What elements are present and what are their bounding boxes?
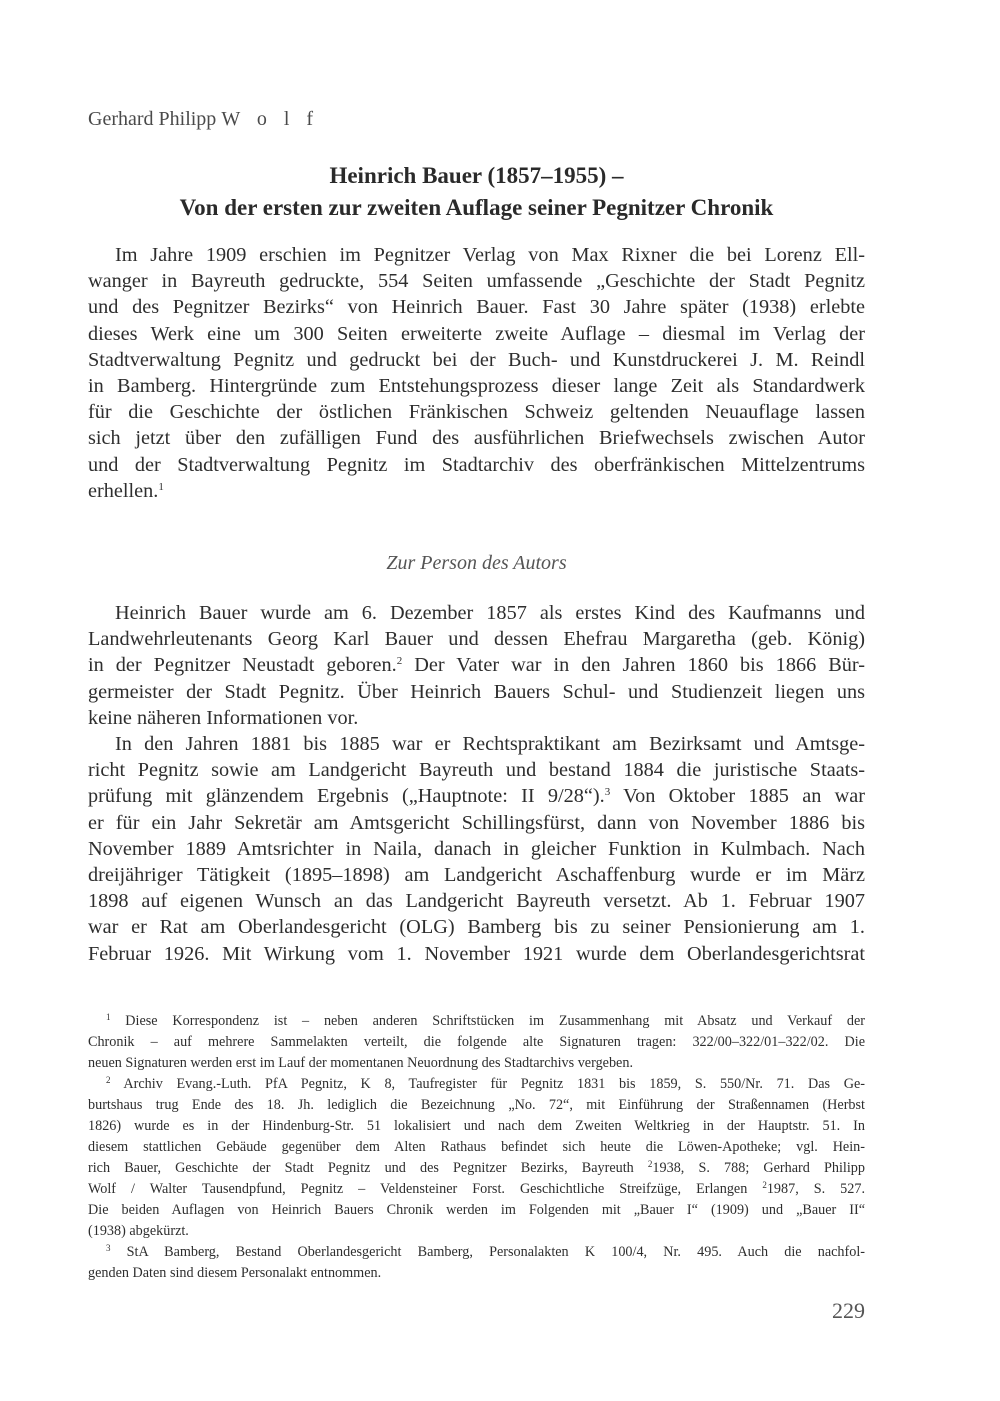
footnote-line: 1826) wurde es in der Hindenburg-Str. 51 lokalisiert und nach dem Zweiten Weltkrieg in der Hauptstr. 51. In <box>88 1118 865 1134</box>
footnote-ref-3[interactable]: 3 <box>604 786 611 799</box>
footnote-line: genden Daten sind diesem Personalakt entnommen. <box>88 1265 382 1281</box>
article-title <box>88 160 865 224</box>
body-line: Landwehrleutenants Georg Karl Bauer und dessen Ehefrau Margaretha (geb. König) <box>88 628 865 651</box>
author-last-name: W o l f <box>221 108 320 130</box>
body-line: in der Pegnitzer Neustadt geboren.$^2$ Der Vater war in den Jahren 1860 bis 1866 Bür- <box>88 654 866 677</box>
footnote-line: diesem stattlichen Gebäude gegenüber dem Alten Rathaus befindet sich heute die Löwen-Apotheke; vgl. Hein- <box>88 1139 865 1155</box>
page-number: 229 <box>832 1298 865 1323</box>
footnote-3: $^3$ StA Bamberg, Bestand Oberlandesgericht Bamberg, Personalakten K 100/4, Nr. 495. Auch die nachfol- <box>106 1243 866 1260</box>
footnote-ref-1[interactable]: 1 <box>158 480 164 493</box>
footnote-1: $^1$ Diese Korrespondenz ist – neben anderen Schriftstücken im Zusammenhang mit Absatz und Verkauf der <box>106 1012 865 1029</box>
body-text <box>88 600 865 967</box>
title-line-2: Von der ersten zur zweiten Auflage seiner Pegnitzer Chronik <box>179 195 774 220</box>
intro-line: in Bamberg. Hintergründe zum Entstehungsprozess dieser lange Zeit als Standardwerk <box>88 375 865 398</box>
footnote-line: rich Bauer, Geschichte der Stadt Pegnitz und des Pegnitzer Bezirks, Bayreuth $^2$1938, S. 788; Gerhard Philipp <box>88 1159 865 1176</box>
body-line: Februar 1926. Mit Wirkung vom 1. November 1921 wurde dem Oberlandesgerichtsrat <box>88 942 865 965</box>
intro-line: dieses Werk eine um 300 Seiten erweiterte zweite Auflage – diesmal im Verlag der <box>88 322 865 345</box>
body-line: 1898 auf eigenen Wunsch an das Landgericht Bayreuth versetzt. Ab 1. Februar 1907 <box>88 890 865 913</box>
footnote-mark: 1 <box>106 1012 111 1022</box>
intro-line: und der Stadtverwaltung Pegnitz im Stadtarchiv des oberfränkischen Mittelzentrums <box>88 453 865 476</box>
footnote-line: Die beiden Auflagen von Heinrich Bauers Chronik werden im Folgenden mit „Bauer I“ (1909) und „Bauer II“ <box>88 1202 865 1218</box>
body-line: germeister der Stadt Pegnitz. Über Heinrich Bauers Schul- und Studienzeit liegen uns <box>88 680 865 703</box>
footnote-ref-2[interactable]: 2 <box>396 655 403 668</box>
body-line: keine näheren Informationen vor. <box>88 706 359 729</box>
footnote-mark: 2 <box>106 1075 111 1085</box>
footnote-line: neuen Signaturen werden erst im Lauf der momentanen Neuordnung des Stadtarchivs vergeben. <box>88 1055 633 1071</box>
body-line: war er Rat am Oberlandesgericht (OLG) Bamberg bis zu seiner Pensionierung am 1. <box>88 916 865 939</box>
body-line: dreijähriger Tätigkeit (1895–1898) am Landgericht Aschaffenburg wurde er im März <box>88 864 865 887</box>
intro-last-line: erhellen.$^1$ <box>88 479 164 502</box>
body-line: prüfung mit glänzendem Ergebnis („Hauptnote: II 9/28“).$^3$ Von Oktober 1885 an war <box>88 785 865 808</box>
document-page <box>88 0 865 1401</box>
footnote-2: $^2$ Archiv Evang.-Luth. PfA Pegnitz, K 8, Taufregister für Pegnitz 1831 bis 1859, S. 550/Nr. 71. Das Ge- <box>106 1075 866 1092</box>
footnote-line: Wolf / Walter Tausendpfund, Pegnitz – Veldensteiner Forst. Geschichtliche Streifzüge, Erlangen $^2$1987, S. 527. <box>88 1180 865 1197</box>
author-first-name: Gerhard Philipp <box>88 108 222 130</box>
footnotes <box>88 1011 865 1284</box>
body-line: richt Pegnitz sowie am Landgericht Bayreuth und bestand 1884 die juristische Staats- <box>88 759 865 782</box>
intro-line: Stadtverwaltung Pegnitz und gedruckt bei der Buch- und Kunstdruckerei J. M. Reindl <box>88 348 865 371</box>
author-line <box>88 108 319 131</box>
body-line: Heinrich Bauer wurde am 6. Dezember 1857 als erstes Kind des Kaufmanns und <box>115 602 865 624</box>
footnote-line: (1938) abgekürzt. <box>88 1223 189 1239</box>
intro-line: für die Geschichte der östlichen Fränkischen Schweiz geltenden Neuauflage lassen <box>88 401 865 424</box>
footnote-mark: 3 <box>106 1243 111 1253</box>
intro-line: wanger in Bayreuth gedruckte, 554 Seiten umfassende „Geschichte der Stadt Pegnitz <box>88 270 865 293</box>
footnote-line: Chronik – auf mehrere Sammelakten verteilt, die folgende alte Signaturen tragen: 322/00–322/01–322/02. Die <box>88 1034 865 1050</box>
body-line: er für ein Jahr Sekretär am Amtsgericht Schillingsfürst, dann von November 1886 bis <box>88 811 865 834</box>
intro-paragraph <box>88 242 865 504</box>
title-line-1: Heinrich Bauer (1857–1955) – <box>329 163 624 188</box>
body-line: November 1889 Amtsrichter in Naila, danach in gleicher Funktion in Kulmbach. Nach <box>88 837 865 860</box>
intro-line: sich jetzt über den zufälligen Fund des ausführlichen Briefwechsels zwischen Autor <box>88 427 865 450</box>
footnote-line: burtshaus trug Ende des 18. Jh. lediglich die Bezeichnung „No. 72“, mit Einführung der Straßennamen (Herbst <box>88 1097 865 1113</box>
body-line: In den Jahren 1881 bis 1885 war er Rechtspraktikant am Bezirksamt und Amtsge- <box>115 733 865 756</box>
intro-line: Im Jahre 1909 erschien im Pegnitzer Verlag von Max Rixner die bei Lorenz Ell- <box>115 244 865 266</box>
intro-line: und des Pegnitzer Bezirks“ von Heinrich Bauer. Fast 30 Jahre später (1938) erlebte <box>88 296 865 319</box>
section-heading: Zur Person des Autors <box>386 552 567 574</box>
